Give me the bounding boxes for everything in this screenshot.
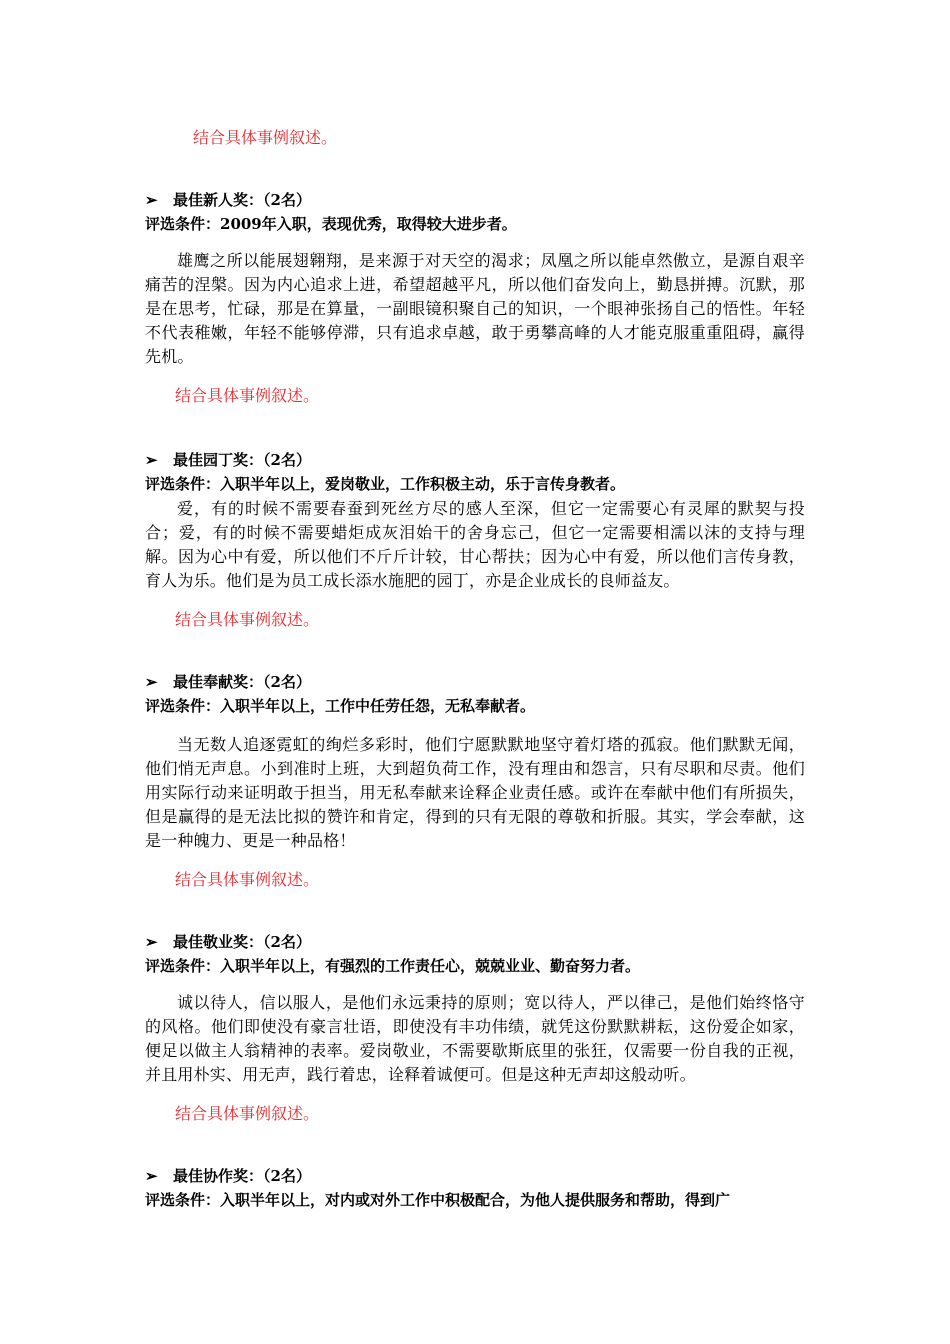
example-note: 结合具体事例叙述。 <box>175 610 320 629</box>
award-heading: ➢ 最佳奉献奖：（2名） <box>145 673 311 691</box>
example-note: 结合具体事例叙述。 <box>175 1104 320 1123</box>
award-paragraph: 雄鹰之所以能展翅翱翔，是来源于对天空的渴求；凤凰之所以能卓然傲立，是源自艰辛痛苦的涅槃。因为内心追求上进，希望超越平凡，所以他们奋发向上，勤恳拼搏。沉默，那是在思考，忙碌，那是在算量，一副眼镜积聚自己的知识，一个眼神张扬自己的悟性。年轻不代表稚嫩，年轻不能够停滞，只有追求卓越，敢于勇攀高峰的人才能克服重重阻碍，赢得先机。 <box>145 251 805 366</box>
award-paragraph: 诚以待人，信以服人，是他们永远秉持的原则；宽以待人，严以律己，是他们始终恪守的风格。他们即使没有豪言壮语，即使没有丰功伟绩，就凭这份默默耕耘，这份爱企如家，便足以做主人翁精神的表率。爱岗敬业，不需要歇斯底里的张狂，仅需要一份自我的正视，并且用朴实、用无声，践行着忠，诠释着诚便可。但是这种无声却这般动听。 <box>145 993 805 1084</box>
example-note: 结合具体事例叙述。 <box>175 386 320 405</box>
award-condition: 评选条件：入职半年以上，工作中任劳任怨，无私奉献者。 <box>145 697 536 715</box>
award-condition: 评选条件：入职半年以上，有强烈的工作责任心，兢兢业业、勤奋努力者。 <box>145 957 641 975</box>
award-heading: ➢ 最佳园丁奖：（2名） <box>145 451 311 469</box>
award-condition: 评选条件：入职半年以上，对内或对外工作中积极配合，为他人提供服务和帮助，得到广 <box>145 1191 731 1209</box>
award-condition: 评选条件：入职半年以上，爱岗敬业，工作积极主动，乐于言传身教者。 <box>145 475 626 493</box>
award-heading: ➢ 最佳敬业奖：（2名） <box>145 933 311 951</box>
award-heading: ➢ 最佳协作奖：（2名） <box>145 1167 311 1185</box>
arrow-bullet-icon: ➢ <box>145 1167 158 1185</box>
award-paragraph: 爱，有的时候不需要春蚕到死丝方尽的感人至深，但它一定需要心有灵犀的默契与投合；爱，有的时候不需要蜡炬成灰泪始干的舍身忘己，但它一定需要相濡以沫的支持与理解。因为心中有爱，所以他们不斤斤计较，甘心帮扶；因为心中有爱，所以他们言传身教，育人为乐。他们是为员工成长添水施肥的园丁，亦是企业成长的良师益友。 <box>145 499 805 590</box>
arrow-bullet-icon: ➢ <box>145 451 158 469</box>
award-heading: ➢ 最佳新人奖：（2名） <box>145 191 311 209</box>
award-condition: 评选条件：2009年入职，表现优秀，取得较大进步者。 <box>145 215 517 233</box>
arrow-bullet-icon: ➢ <box>145 933 158 951</box>
arrow-bullet-icon: ➢ <box>145 191 158 209</box>
arrow-bullet-icon: ➢ <box>145 673 158 691</box>
award-paragraph: 当无数人追逐霓虹的绚烂多彩时，他们宁愿默默地坚守着灯塔的孤寂。他们默默无闻，他们悄无声息。小到准时上班，大到超负荷工作，没有理由和怨言，只有尽职和尽责。他们用实际行动来证明敢于担当，用无私奉献来诠释企业责任感。或许在奉献中他们有所损失，但是赢得的是无法比拟的赞许和肯定，得到的只有无限的尊敬和折服。其实，学会奉献，这是一种魄力、更是一种品格！ <box>145 735 805 850</box>
example-note: 结合具体事例叙述。 <box>175 870 320 889</box>
example-note: 结合具体事例叙述。 <box>193 128 338 147</box>
